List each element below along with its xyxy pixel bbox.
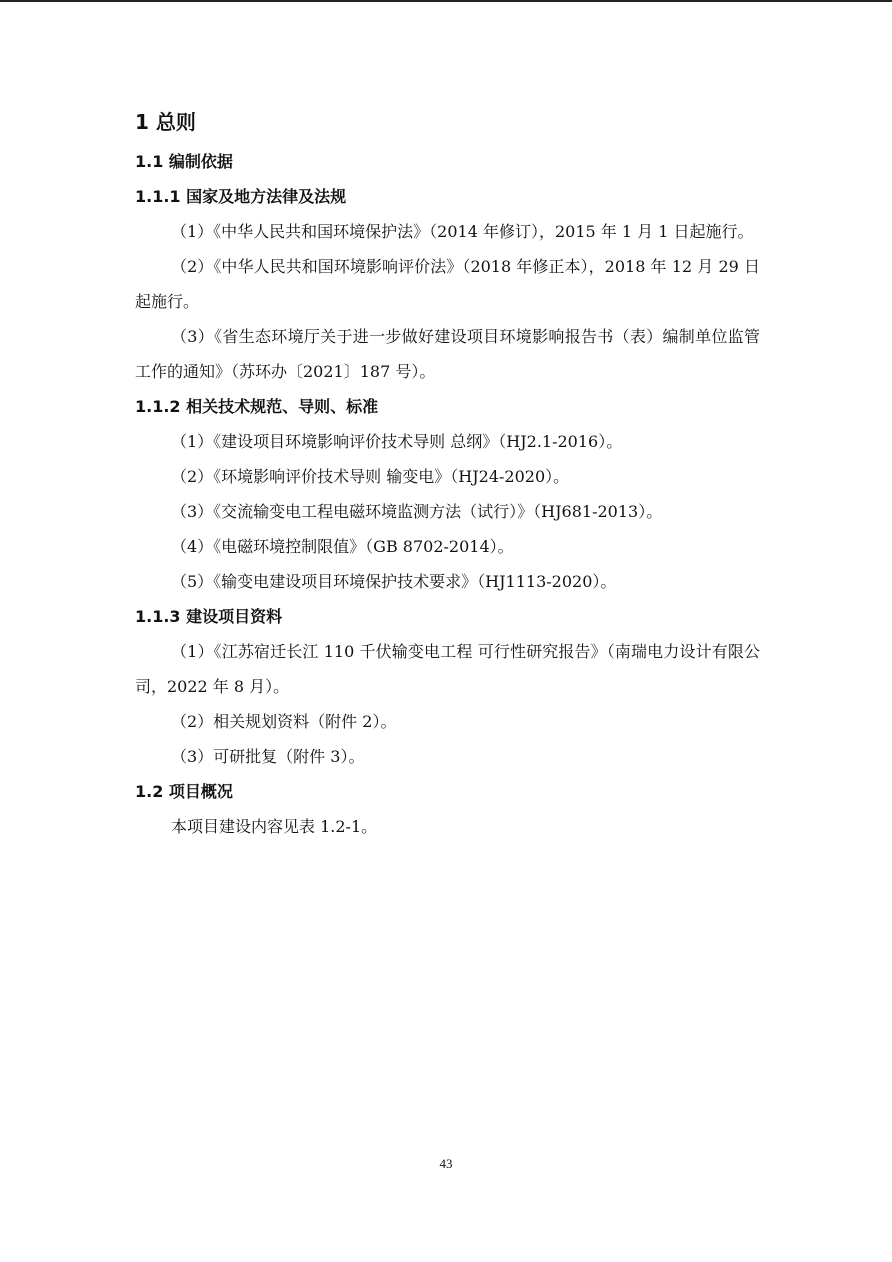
chapter-title: 1 总则	[135, 110, 196, 134]
paragraph-standard-4: （4）《电磁环境控制限值》（GB 8702-2014）。	[171, 537, 514, 556]
subsection-heading-1-1-1: 1.1.1 国家及地方法律及法规	[135, 187, 347, 206]
paragraph-material-3: （3）可研批复（附件 3）。	[171, 747, 365, 766]
paragraph-material-1: （1）《江苏宿迁长江 110 千伏输变电工程 可行性研究报告》（南瑞电力设计有限公司，2022 年 8 月）。	[135, 642, 760, 696]
page-number: 43	[439, 1156, 453, 1171]
paragraph-standard-5: （5）《输变电建设项目环境保护技术要求》（HJ1113-2020）。	[171, 572, 617, 591]
section-heading-1-1: 1.1 编制依据	[135, 152, 233, 171]
paragraph-material-2: （2）相关规划资料（附件 2）。	[171, 712, 397, 731]
paragraph-law-1: （1）《中华人民共和国环境保护法》（2014 年修订），2015 年 1 月 1 日起施行。	[171, 222, 754, 241]
top-border-rule	[0, 0, 892, 2]
section-heading-1-2: 1.2 项目概况	[135, 782, 233, 801]
paragraph-overview: 本项目建设内容见表 1.2-1。	[171, 817, 378, 836]
paragraph-standard-1: （1）《建设项目环境影响评价技术导则 总纲》（HJ2.1-2016）。	[171, 432, 623, 451]
paragraph-law-3: （3）《省生态环境厅关于进一步做好建设项目环境影响报告书（表）编制单位监管工作的通知》（苏环办〔2021〕187 号）。	[135, 327, 760, 381]
paragraph-law-2: （2）《中华人民共和国环境影响评价法》（2018 年修正本），2018 年 12 月 29 日起施行。	[135, 257, 760, 311]
subsection-heading-1-1-3: 1.1.3 建设项目资料	[135, 607, 283, 626]
subsection-heading-1-1-2: 1.1.2 相关技术规范、导则、标准	[135, 397, 379, 416]
paragraph-standard-2: （2）《环境影响评价技术导则 输变电》（HJ24-2020）。	[171, 467, 570, 486]
page-body	[135, 104, 760, 844]
paragraph-standard-3: （3）《交流输变电工程电磁环境监测方法（试行）》（HJ681-2013）。	[171, 502, 663, 521]
